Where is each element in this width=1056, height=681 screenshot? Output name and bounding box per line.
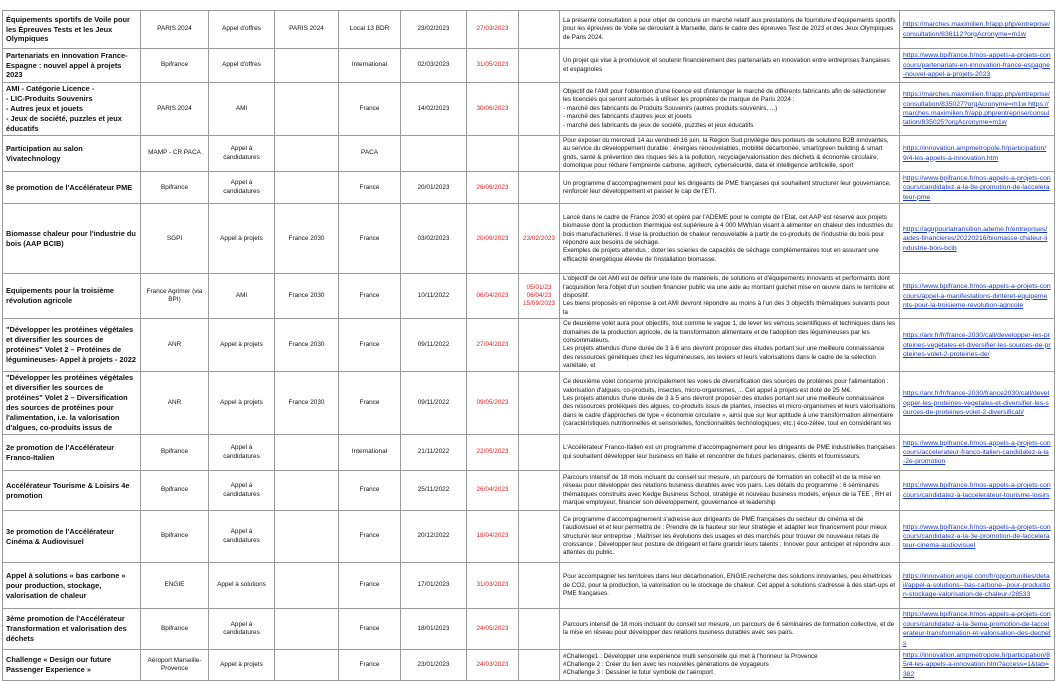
table-row — [3, 172, 1055, 204]
row-title: "Développer les protéines végétales et diversifier les sources de protéines" Volet 2 – Diversification des sources de protéines pour l'alimentation, i.e. la valorisation d'algues, co-produits issus de — [3, 372, 141, 435]
row-description: Ce deuxième volet concerne principalement les voies de diversification des sources de protéines pour l'alimentation : valorisation d'algues, co-produits, insectes, micro-organismes, ... Cet appel à projets est doté de 25 M€. Les projets attendus d'une durée de 3 à 5 ans devront proposer des études portant sur une meilleure connaissance des ressources protéiques des algues, co-produits issus de plantes, insectes et micro-organismes et leurs valorisations dans le cadre d'approches de type « économie circulaire », ainsi que sur leur aptitude à une transformation alimentaire (caractéristiques nutritionnelles et sensorielles, fonctionnalités technologiques, etc.) éco-zélée, tout en considérant les — [560, 372, 900, 435]
row-call-type: Appel d'offres — [209, 11, 275, 49]
row-zone: France — [339, 372, 401, 435]
row-zone: France — [339, 83, 401, 136]
row-description: Ce programme d'accompagnement s'adresse aux dirigeants de PME françaises du secteur du cinéma et de l'audiovisuel et et leur permettra de : Prendre de la hauteur sur leur stratégie et adapter leur financement pour mieux structurer leur entreprise ; Maîtriser les évolutions des usages et des marchés pour trouver de nouveaux relais de croissance ; Développer leur posture de dirigeant et faire grandir leurs talents ; Innover pour anticiper et répondre aux attentes du public. — [560, 511, 900, 563]
row-end-date: 26/04/2023 — [467, 471, 519, 511]
row-title: AMI - Catégorie Licence - - LIC-Produits Souvenirs - Autres jeux et jouets - Jeux de société, puzzles et jeux éducatifs — [3, 83, 141, 136]
row-program — [275, 435, 339, 471]
row-title: "Développer les protéines végétales et diversifier les sources de protéines" Volet 2 – Protéines de légumineuses- Appel à projets - 2022 — [3, 319, 141, 372]
row-start-date: 20/12/2022 — [401, 511, 467, 563]
table-row — [3, 319, 1055, 372]
row-end-date: 18/04/2023 — [467, 511, 519, 563]
row-zone: France — [339, 563, 401, 609]
row-end-date: 31/05/2023 — [467, 49, 519, 83]
row-end-date: 24/05/2023 — [467, 609, 519, 650]
row-end-date: 06/04/2023 — [467, 274, 519, 319]
row-link[interactable]: https://www.bpifrance.fr/nos-appels-a-projets-concours/candidatez-a-la-8e-promotion-de-laccelerateur-pme — [903, 174, 1051, 201]
row-description: Parcours intensif de 18 mois incluant du conseil sur mesure, un parcours de 6 séminaires de formation collective, et de la mise en réseau pour développer des relations business durables avec ses pairs. — [560, 609, 900, 650]
row-link[interactable]: https://www.bpifrance.fr/nos-appels-a-projets-concours/candidatez-a-la-3eme-promotion-de-laccelerateur-transformation-et-valorisation-des-dechets — [903, 611, 1051, 647]
row-link-cell — [900, 609, 1055, 650]
row-zone: France — [339, 609, 401, 650]
row-organizer: France Agrimer (via BPI) — [141, 274, 209, 319]
row-organizer: PARIS 2024 — [141, 83, 209, 136]
row-end-date: 09/05/2023 — [467, 372, 519, 435]
row-organizer: ENGIE — [141, 563, 209, 609]
row-organizer: PARIS 2024 — [141, 11, 209, 49]
row-link-cell — [900, 204, 1055, 274]
row-program — [275, 49, 339, 83]
row-organizer: Bpifrance — [141, 609, 209, 650]
row-link[interactable]: https://agirpourlatransition.ademe.fr/entreprises/aides-financieres/20220216/biomasse-chaleur-lindustrie-bois-bcib — [903, 225, 1048, 252]
row-program — [275, 650, 339, 681]
row-link-cell — [900, 471, 1055, 511]
row-extra-dates: 05/01/23 06/04/23 15/09/2023 — [519, 274, 560, 319]
row-link-cell — [900, 372, 1055, 435]
row-link-cell — [900, 11, 1055, 49]
row-description: Lancé dans le cadre de France 2030 et opéré par l'ADEME pour le compte de l'Etat, cet AAP est réservé aux projets biomasse dont la production thermique est supérieure à 4 000 MWh/an visant à alimenter en chaleur des industries du bois manufacturières. Il vise la production de chaleur renouvelable à partir de co-produits de l'industrie du bois pour répondre aux besoins de séchage. Exemples de projets attendus : doter les scieries de capacités de séchage complémentaires tout en assurant une efficacité énergétique élevée de l'installation biomasse. — [560, 204, 900, 274]
row-end-date: 24/03/2023 — [467, 650, 519, 681]
row-call-type: Appel à candidatures — [209, 609, 275, 650]
row-description: Objectif de l'AMI pour l'obtention d'une licence est d'interroger le marché de différents fabricants afin de sélectionner les licenciés qui seront autorisés à utiliser les propriétés de marque de Paris 2024 : - marché des fabricants de Produits Souvenirs (autres produits souvenirs, ...) - marché des fabricants d'autres jeux et jouets - marché des fabricants de jeux de société, puzzles et jeux éducatifs — [560, 83, 900, 136]
row-organizer: Bpifrance — [141, 49, 209, 83]
row-extra-dates — [519, 135, 560, 171]
row-start-date: 03/02/2023 — [401, 204, 467, 274]
row-extra-dates — [519, 511, 560, 563]
row-extra-dates — [519, 319, 560, 372]
row-zone: France — [339, 511, 401, 563]
row-start-date: 23/02/2023 — [401, 11, 467, 49]
row-start-date: 09/11/2022 — [401, 372, 467, 435]
row-link-cell — [900, 172, 1055, 204]
row-link[interactable]: https://innovation.engie.com/fr/opportunities/detail/appel-a-solutions--bas-carbone--pour-production-stockage-valorisation-de-chaleur-/28533 — [903, 572, 1051, 599]
row-extra-dates — [519, 83, 560, 136]
row-program: France 2030 — [275, 204, 339, 274]
row-description: L'Accélérateur Franco-Italien est un programme d'accompagnement pour les dirigeants de PME industrielles françaises qui souhaitent développer leur business en Italie et rencontrer de futurs partenaires, clients et fournisseurs. — [560, 435, 900, 471]
row-extra-dates — [519, 172, 560, 204]
row-zone: France — [339, 172, 401, 204]
row-organizer: Bpifrance — [141, 435, 209, 471]
row-link-cell — [900, 563, 1055, 609]
row-call-type: Appel à projets — [209, 204, 275, 274]
row-organizer: ANR — [141, 372, 209, 435]
row-link[interactable]: https://www.bpifrance.fr/nos-appels-a-projets-concours/appel-a-manifestations-dinteret-equipements-pour-la-troisieme-revolution-agricole — [903, 283, 1051, 309]
row-zone: PACA — [339, 135, 401, 171]
table-row — [3, 83, 1055, 136]
table-row — [3, 204, 1055, 274]
row-call-type: Appel à candidatures — [209, 511, 275, 563]
row-end-date: 27/03/2023 — [467, 11, 519, 49]
row-title: 8e promotion de l'Accélérateur PME — [3, 172, 141, 204]
row-description: Parcours intensif de 18 mois incluant du conseil sur mesure, un parcours de formation en collectif et de la mise en réseau pour développer des relations business durables avec vos pairs. Les détails du programme : 6 séminaires thématiques construits avec Kedge Business School, stratégie et nouveau business models, enjeux de la TEE , RH et marque employeur, financer son développement, gouvernance et leadership — [560, 471, 900, 511]
table-row — [3, 49, 1055, 83]
row-link[interactable]: https://www.bpifrance.fr/nos-appels-a-projets-concours/partenariats-en-innovation-france-espagne-nouvel-appel-a-projets-2023 — [903, 52, 1051, 79]
row-link[interactable]: https://innovation.ampmetropole.fr/participation/9/4-les-appels-a-innovation.htm — [903, 145, 1047, 162]
row-call-type: Appel à candidatures — [209, 471, 275, 511]
row-description: L'objectif de cet AMI est de définir une liste de matériels, de solutions et d'équipements innovants et performants dont l'acquisition fera l'objet d'un soutien financier public via une aide au montant guichet mise en œuvre dans le territoire et dispositif. Les biens proposés en réponse à cet AMI devront répondre au moins à l'un des 3 objectifs thématiques suivants pour la — [560, 274, 900, 319]
row-program — [275, 511, 339, 563]
row-call-type: Appel à solutions — [209, 563, 275, 609]
row-call-type: Appel à candidatures — [209, 172, 275, 204]
row-program: France 2030 — [275, 372, 339, 435]
row-start-date: 02/03/2023 — [401, 49, 467, 83]
row-title: 2e promotion de l'Accélérateur Franco-Italien — [3, 435, 141, 471]
row-link[interactable]: https://marches.maximilien.fr/app.php/entreprise/consultation/835027?orgAcronyme=m1w https://marches.maximilien.fr/app.php/entreprise/consultation/835025?orgAcronyme=m1w — [903, 91, 1050, 127]
row-call-type: AMI — [209, 274, 275, 319]
row-link[interactable]: https://anr.fr/fr/france-2030/call/developper-les-proteines-vegetales-et-diversifier-les-sources-de-proteines-volet-2-proteines-de/ — [903, 332, 1051, 358]
row-program — [275, 83, 339, 136]
row-title: Equipements pour la troisième révolution agricole — [3, 274, 141, 319]
row-zone: France — [339, 650, 401, 681]
row-end-date: 30/06/2023 — [467, 83, 519, 136]
row-link[interactable]: https://anr.fr/fr/france-2030/france2030/call/developper-les-proteines-vegetales-et-diversifier-les-sources-de-proteines-volet-2-diversificati/ — [903, 390, 1050, 416]
row-title: Accélérateur Tourisme & Loisirs 4e promotion — [3, 471, 141, 511]
table-row — [3, 274, 1055, 319]
row-call-type: Appel à candidatures — [209, 435, 275, 471]
row-program — [275, 135, 339, 171]
row-title: Participation au salon Vivatechnology — [3, 135, 141, 171]
row-zone: France — [339, 471, 401, 511]
row-link[interactable]: https://innovation.ampmetropole.fr/participation/85/4-les-appels-a-innovation.htm?access=1&tab=382 — [903, 652, 1050, 678]
row-title: Appel à solutions « bas carbone » pour production, stockage, valorisation de chaleur — [3, 563, 141, 609]
row-description: La présente consultation a pour objet de conclure un marché relatif aux prestations de fourniture d'équipements sportifs pour les épreuves de Voile se déroulant à Marseille, dans le cadre des épreuves Test de 2023 et des Jeux Olympiques de Paris 2024. — [560, 11, 900, 49]
row-organizer: Bpifrance — [141, 172, 209, 204]
row-title: Biomasse chaleur pour l'industrie du bois (AAP BCIB) — [3, 204, 141, 274]
row-extra-dates — [519, 563, 560, 609]
calls-table — [2, 10, 1055, 681]
row-link-cell — [900, 435, 1055, 471]
row-extra-dates: 23/02/2023 — [519, 204, 560, 274]
row-extra-dates — [519, 11, 560, 49]
row-extra-dates — [519, 435, 560, 471]
row-program — [275, 563, 339, 609]
row-zone: International — [339, 49, 401, 83]
row-title: Challenge « Design our future Passenger Experience » — [3, 650, 141, 681]
row-start-date: 17/01/2023 — [401, 563, 467, 609]
row-end-date: 22/05/2023 — [467, 435, 519, 471]
row-extra-dates — [519, 650, 560, 681]
row-link-cell — [900, 319, 1055, 372]
table-row — [3, 435, 1055, 471]
row-end-date — [467, 135, 519, 171]
row-zone: France — [339, 274, 401, 319]
row-title: 3ème promotion de l'Accélérateur Transformation et valorisation des déchets — [3, 609, 141, 650]
row-start-date: 21/11/2022 — [401, 435, 467, 471]
row-zone: France — [339, 319, 401, 372]
row-start-date: 25/11/2022 — [401, 471, 467, 511]
row-end-date: 26/06/2023 — [467, 172, 519, 204]
row-call-type: Appel à projets — [209, 372, 275, 435]
row-link-cell — [900, 135, 1055, 171]
row-start-date: 09/11/2022 — [401, 319, 467, 372]
row-extra-dates — [519, 609, 560, 650]
table-row — [3, 609, 1055, 650]
row-organizer: Aéroport Marseille-Provence — [141, 650, 209, 681]
row-call-type: AMI — [209, 83, 275, 136]
row-program: France 2030 — [275, 274, 339, 319]
row-link[interactable]: https://www.bpifrance.fr/nos-appels-a-projets-concours/candidatez-a-la-3e-promotion-de-laccelerateur-cinema-audiovisuel — [903, 523, 1051, 550]
row-start-date — [401, 135, 467, 171]
row-description: Un programme d'accompagnement pour les dirigeants de PME françaises qui souhaitent structurer leur gouvernance, renforcer leur développement et passer le cap de l'ETI. — [560, 172, 900, 204]
row-organizer: MAMP - CR PACA — [141, 135, 209, 171]
row-start-date: 10/11/2022 — [401, 274, 467, 319]
table-row — [3, 372, 1055, 435]
row-description: #Challenge1 : Développer une expérience multi sensorielle qui met à l'honneur la Provence #Challenge 2 : Créer du lien avec les nouvelles générations de voyageurs #Challenge 3 : Dessiner le futur symbole de l'aéroport — [560, 650, 900, 681]
table-row — [3, 650, 1055, 681]
row-description: Pour accompagner les territoires dans leur décarbonation, ENGIE recherche des solutions innovantes, peu émettrices de CO2, pour la production, la valorisation ou le stockage de chaleur. Cet appel à solutions s'adresse à des start-ups et PME françaises. — [560, 563, 900, 609]
row-program — [275, 609, 339, 650]
row-title: 3e promotion de l'Accélérateur Cinéma & Audiovisuel — [3, 511, 141, 563]
row-description: Ce deuxième volet aura pour objectifs, tout comme le vague 1, de lever les verrous scientifiques et techniques dans les domaines de la production agricole, de la transformation alimentaire et de l'adoption des légumineuses par les consommateurs. Les projets attendus d'une durée de 3 à 6 ans devront proposer des études portant sur une meilleure connaissance des ressources génétiques chez les légumineuses, les leviers et leurs valorisations dans le cadre de la sélection variétale, et — [560, 319, 900, 372]
row-call-type: Appel d'offres — [209, 49, 275, 83]
row-title: Équipements sportifs de Voile pour les Épreuves Tests et les Jeux Olympiques — [3, 11, 141, 49]
row-link-cell — [900, 650, 1055, 681]
row-link[interactable]: https://marches.maximilien.fr/app.php/entreprise/consultation/836112?orgAcronyme=m1w — [903, 21, 1050, 38]
row-link-cell — [900, 511, 1055, 563]
row-zone: France — [339, 204, 401, 274]
row-description: Un projet qui vise à promouvoir et soutenir financièrement des partenariats en innovation entre entreprises françaises et espagnoles — [560, 49, 900, 83]
row-extra-dates — [519, 471, 560, 511]
row-end-date: 27/04/2023 — [467, 319, 519, 372]
table-row — [3, 11, 1055, 49]
table-row — [3, 563, 1055, 609]
row-organizer: Bpifrance — [141, 471, 209, 511]
row-extra-dates — [519, 372, 560, 435]
row-start-date: 14/02/2023 — [401, 83, 467, 136]
row-link[interactable]: https://www.bpifrance.fr/nos-appels-a-projets-concours/accelerateur-franco-italien-candidatez-a-la-2e-promotion — [903, 439, 1051, 466]
row-link-cell — [900, 49, 1055, 83]
row-link-cell — [900, 83, 1055, 136]
row-title: Partenariats en innovation France-Espagne : nouvel appel à projets 2023 — [3, 49, 141, 83]
row-start-date: 18/01/2023 — [401, 609, 467, 650]
row-extra-dates — [519, 49, 560, 83]
row-organizer: ANR — [141, 319, 209, 372]
row-end-date: 31/03/2023 — [467, 563, 519, 609]
row-zone: International — [339, 435, 401, 471]
row-program: PARIS 2024 — [275, 11, 339, 49]
table-row — [3, 135, 1055, 171]
table-row — [3, 471, 1055, 511]
row-program: France 2030 — [275, 319, 339, 372]
row-link-cell — [900, 274, 1055, 319]
row-start-date: 20/01/2023 — [401, 172, 467, 204]
table-row — [3, 511, 1055, 563]
row-organizer: Bpifrance — [141, 511, 209, 563]
row-call-type: Appel à projets — [209, 319, 275, 372]
row-call-type: Appel à projets — [209, 650, 275, 681]
row-zone: Local 13 BDR — [339, 11, 401, 49]
row-program — [275, 172, 339, 204]
row-program — [275, 471, 339, 511]
row-call-type: Appel à candidatures — [209, 135, 275, 171]
row-end-date: 20/09/2023 — [467, 204, 519, 274]
row-start-date: 23/01/2023 — [401, 650, 467, 681]
row-organizer: SGPI — [141, 204, 209, 274]
row-description: Pour exposer du mercredi 14 au vendredi 16 juin, la Région Sud privilégie des porteurs de solutions B2B innovantes, au service du développement durable : énergies renouvelables, mobilité décarbonée, smart/green building & smart grids, santé & prévention des risques liés à la pollution, recyclage/valorisation des déchets & économie circulaire, domotique pour réduire l'empreinte carbone, agritech, cybersécurité, data et intelligence artificielle, sport — [560, 135, 900, 171]
row-link[interactable]: https://www.bpifrance.fr/nos-appels-a-projets-concours/candidatez-a-laccelerateur-tourisme-loisirs — [903, 482, 1051, 499]
